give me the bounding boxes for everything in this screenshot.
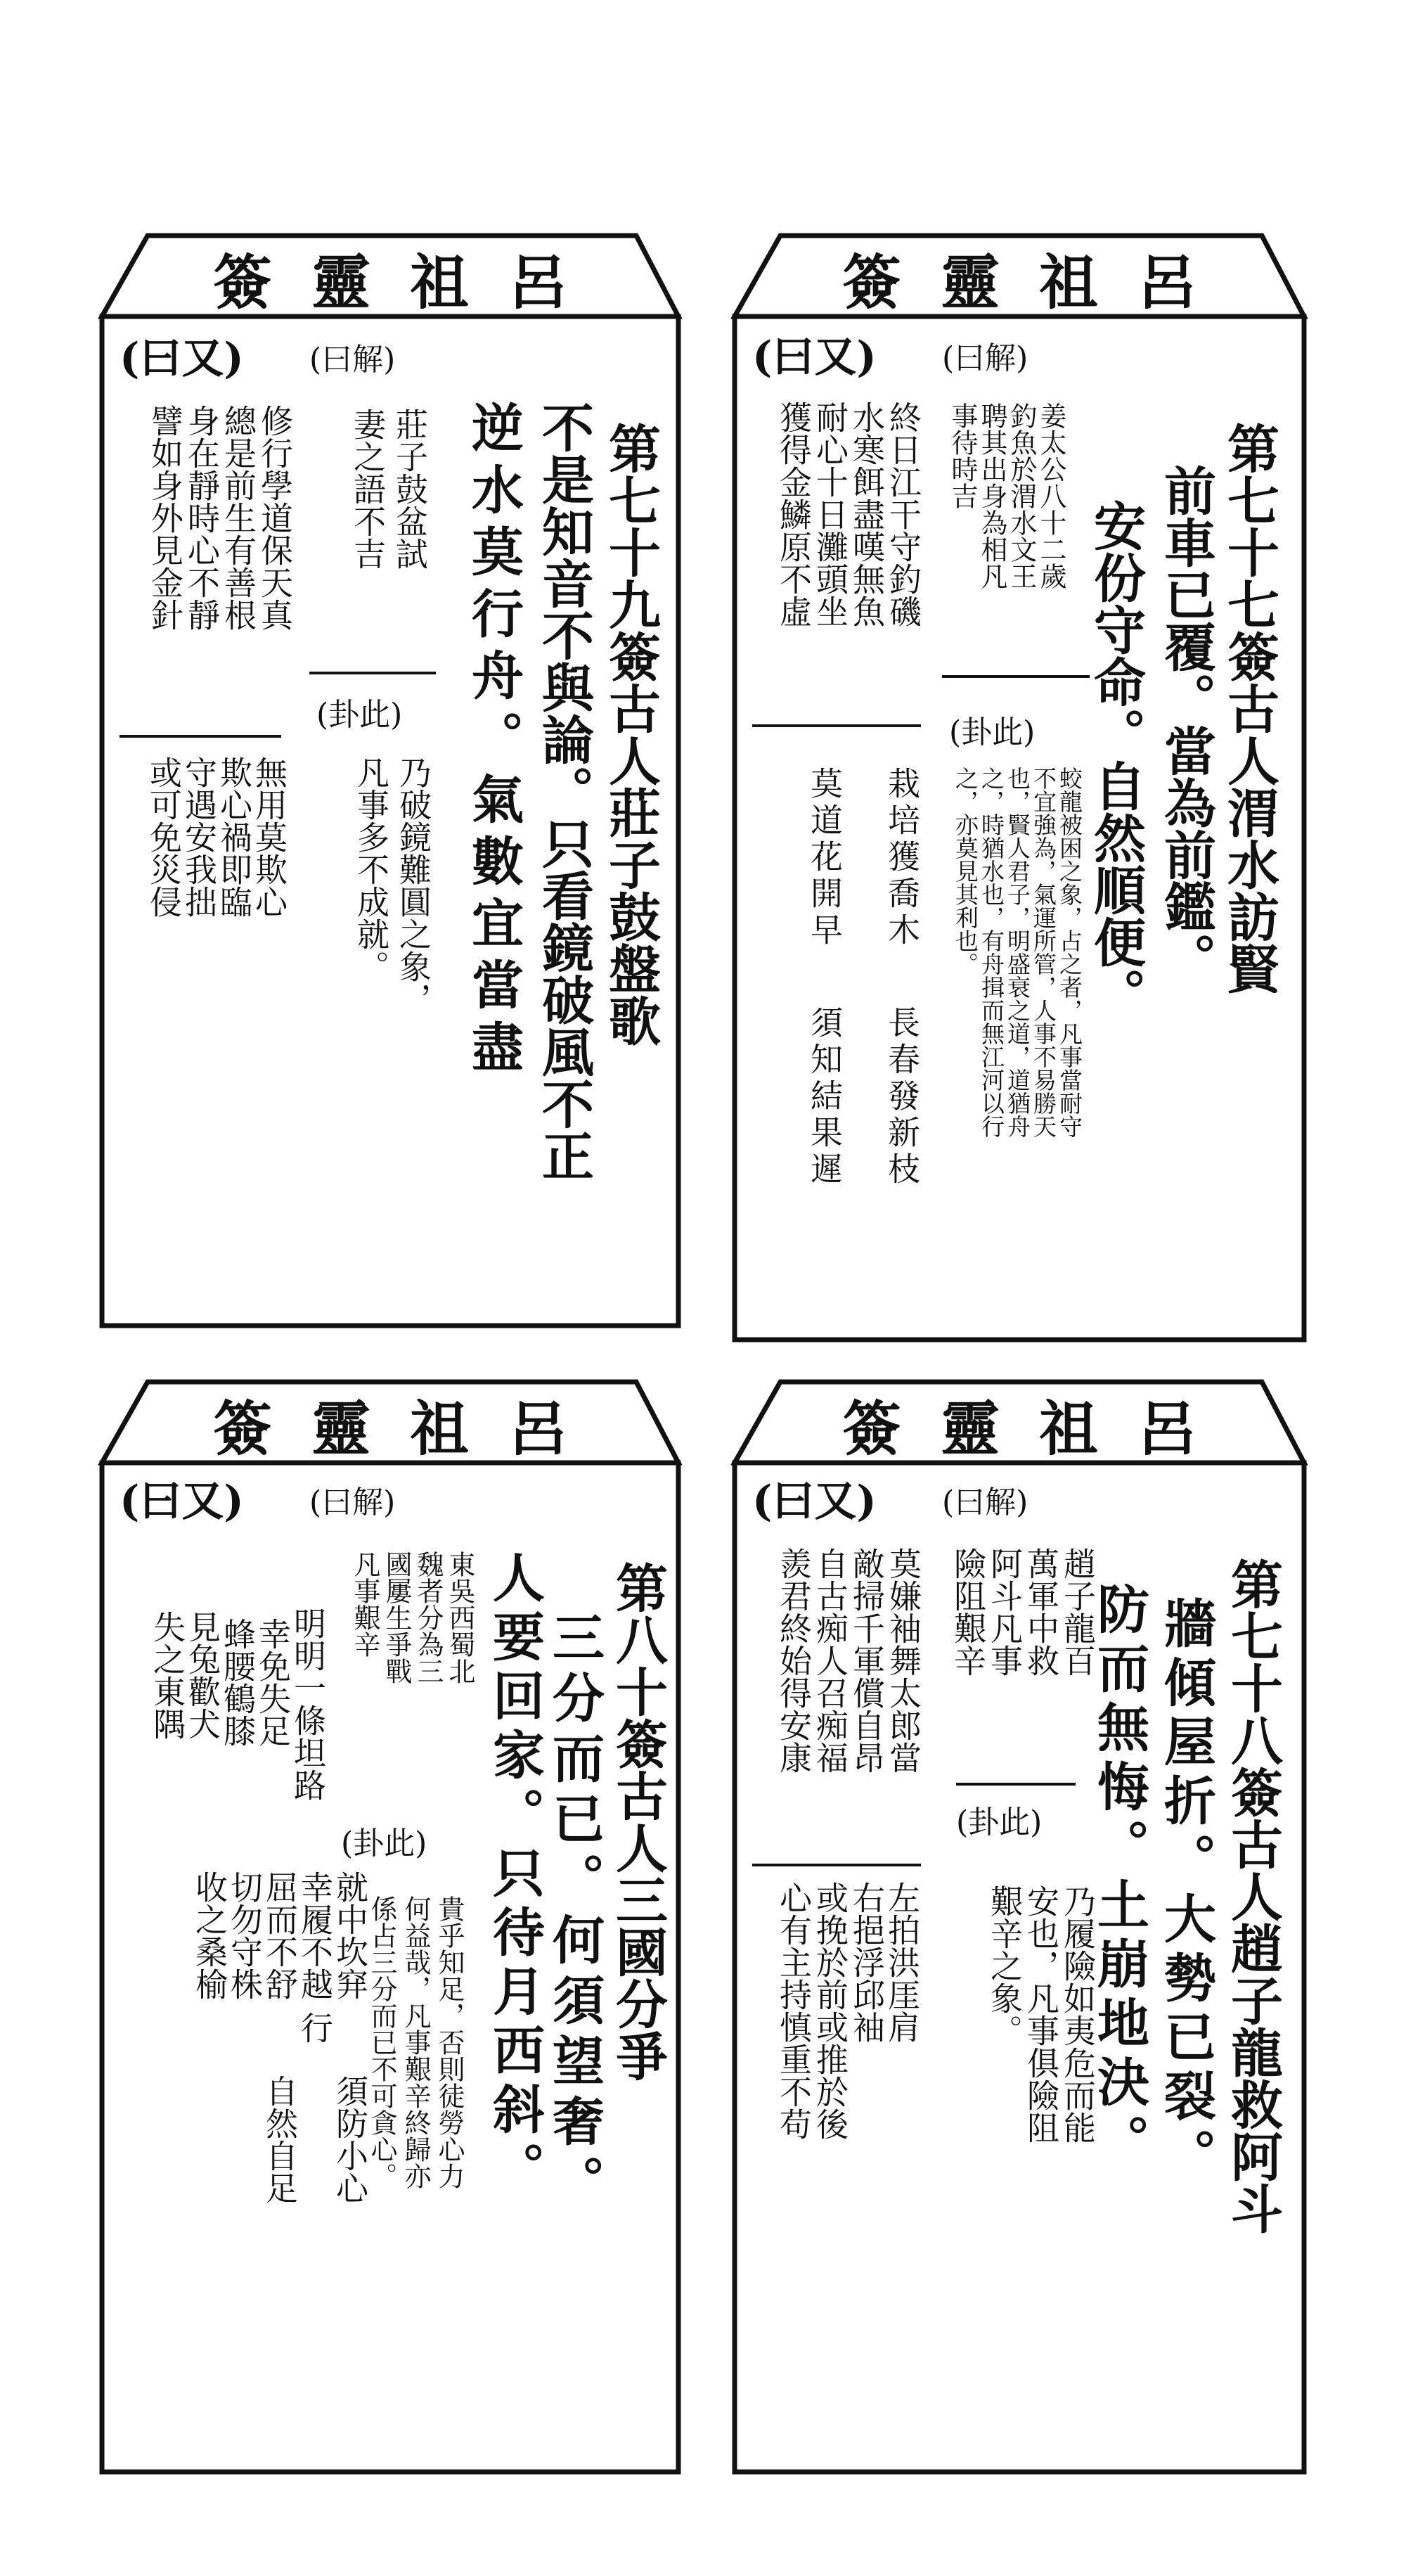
header-jieyue: (曰解) xyxy=(942,1485,1028,1520)
slip-80 xyxy=(98,1378,682,2475)
you-verse: 須防小心 xyxy=(331,2075,369,2204)
jie-line: 阿斗凡事 xyxy=(986,1547,1024,1677)
jie-line: 國屢生爭戰 xyxy=(381,1551,412,1684)
header-cigua: (卦此) xyxy=(956,1805,1043,1840)
poem-line-1: 牆傾屋折。大勢已裂。 xyxy=(1156,1596,1216,2187)
poem-line-1: 不是知音不與論。只看鏡破風不正 xyxy=(534,401,594,1181)
you-verse: 行 xyxy=(296,2011,334,2044)
gua-line: 何益哉，凡事艱辛終歸亦 xyxy=(400,1895,431,2189)
you-line: 終日江干守釣磯 xyxy=(884,401,922,627)
header-youyue: (曰又) xyxy=(120,334,244,383)
banner-char: 簽 xyxy=(841,1393,901,1463)
banner-char: 呂 xyxy=(1137,247,1197,317)
banner-char: 簽 xyxy=(212,1393,272,1463)
jie-line: 凡事艱辛 xyxy=(349,1551,380,1658)
banner-char: 靈 xyxy=(311,247,370,317)
jie-line: 姜太公八十二歲 xyxy=(1036,402,1066,589)
gua-line: 乃破鏡難圓之象， xyxy=(394,756,432,1015)
you-verse: 守遇安我拙 xyxy=(180,756,218,918)
divider-line xyxy=(942,675,1090,678)
slip-80-banner xyxy=(193,1389,587,1463)
you-verse: 心有主持慎重不苟 xyxy=(775,1881,813,2140)
you-verse: 長春發新枝 xyxy=(883,1006,921,1188)
banner-char: 呂 xyxy=(508,247,567,317)
jie-line: 莊子鼓盆試 xyxy=(391,408,429,570)
you-verse: 切勿守株 xyxy=(226,1871,264,2000)
you-verse: 左拍洪厓肩 xyxy=(883,1881,921,2043)
banner-char: 祖 xyxy=(409,247,469,317)
gua-line: 也，賢人君子，明盛衰之道，道猶舟 xyxy=(1004,767,1031,1138)
you-line: 失之東隅 xyxy=(148,1610,186,1740)
gua-line: 之，時猶水也，有舟揖而無江河以行 xyxy=(978,767,1005,1138)
gua-line: 係占三分而已不可貪心。 xyxy=(366,1895,397,2189)
slip-78 xyxy=(731,1378,1308,2475)
divider-line xyxy=(309,672,436,674)
divider-line xyxy=(752,1864,921,1866)
gua-line: 乃履險如夷危而能 xyxy=(1059,1885,1097,2144)
gua-line: 貴乎知足，否則徒勞心力 xyxy=(434,1895,465,2189)
you-line: 譬如身外見金針 xyxy=(146,404,184,631)
divider-line xyxy=(752,724,921,727)
gua-line: 安也，凡事俱險阻 xyxy=(1022,1885,1060,2144)
sign-title: 第七十七簽古人渭水訪賢 xyxy=(1219,422,1279,994)
you-verse: 莫道花開早 xyxy=(806,767,844,949)
poem-line-2: 防而無悔。土崩地決。 xyxy=(1089,1582,1149,2173)
you-verse: 或挽於前或推於後 xyxy=(811,1881,849,2140)
slip-77-banner xyxy=(823,243,1216,317)
slip-79 xyxy=(98,232,682,1329)
jie-line: 魏者分為三 xyxy=(413,1551,444,1684)
gua-line: 凡事多不成就。 xyxy=(352,756,390,982)
you-verse: 栽培獲喬木 xyxy=(883,767,921,949)
jie-line: 東吳西蜀北 xyxy=(444,1551,475,1684)
you-verse: 屈而不舒 xyxy=(261,1871,299,2000)
you-line: 敵掃千軍償自昂 xyxy=(848,1547,886,1774)
header-cigua: (卦此) xyxy=(316,697,403,733)
you-line: 蜂腰鶴膝 xyxy=(219,1617,257,1747)
divider-line xyxy=(956,1783,1076,1786)
you-verse: 須知結果遲 xyxy=(806,1006,844,1188)
you-line: 自古痴人召痴福 xyxy=(811,1547,849,1774)
slip-79-banner xyxy=(193,243,587,317)
you-line: 獲得金鱗原不虛 xyxy=(775,401,813,627)
banner-char: 靈 xyxy=(940,1393,1000,1463)
gua-line: 不宜強為，氣運所管，人事不易勝天 xyxy=(1030,767,1057,1138)
banner-char: 呂 xyxy=(1137,1393,1197,1463)
you-line: 水寒餌盡嘆無魚 xyxy=(848,401,886,627)
poem-line-1: 前車已覆。當為前鑑。 xyxy=(1156,464,1216,985)
banner-char: 呂 xyxy=(508,1393,567,1463)
slip-77 xyxy=(731,232,1308,1343)
sign-title: 第七十九簽古人莊子鼓盤歌 xyxy=(600,422,661,1046)
jie-line: 事待時吉 xyxy=(947,402,978,509)
poem-line-1: 三分而已。何須望奢。 xyxy=(544,1610,605,2215)
you-verse: 自然自足 xyxy=(261,2075,299,2204)
poem-line-2: 人要回家。只待月西斜。 xyxy=(484,1551,545,2200)
gua-line: 蛟龍被困之象，占之者，凡事當耐守 xyxy=(1056,767,1083,1138)
header-cigua: (卦此) xyxy=(949,715,1036,750)
header-youyue: (曰又) xyxy=(752,1477,877,1526)
poem-line-2: 安份守命。自然順便。 xyxy=(1085,499,1146,1020)
poem-line-2: 逆水莫行舟。氣數宜當盡 xyxy=(463,401,524,1082)
banner-char: 祖 xyxy=(1038,1393,1098,1463)
header-youyue: (曰又) xyxy=(120,1477,244,1526)
slip-78-banner xyxy=(823,1389,1216,1463)
gua-line: 艱辛之象。 xyxy=(986,1885,1024,2046)
jie-line: 聘其出身為相凡 xyxy=(976,402,1007,589)
you-verse: 或可免災侵 xyxy=(145,756,183,918)
you-line: 修行學道保天真 xyxy=(256,404,294,631)
you-line: 總是前生有善根 xyxy=(219,404,257,631)
jie-line: 險阻艱辛 xyxy=(949,1547,987,1677)
banner-char: 簽 xyxy=(212,247,272,317)
header-jieyue: (曰解) xyxy=(309,342,396,378)
you-verse: 右挹浮邱袖 xyxy=(848,1881,886,2043)
gua-line: 之，亦莫見其利也。 xyxy=(952,767,979,975)
jie-line: 妻之語不吉 xyxy=(349,408,387,570)
header-jieyue: (曰解) xyxy=(942,340,1028,376)
banner-char: 祖 xyxy=(1038,247,1098,317)
banner-char: 祖 xyxy=(409,1393,469,1463)
header-youyue: (曰又) xyxy=(752,333,877,382)
you-line: 見兔歡犬 xyxy=(183,1610,221,1740)
jie-line: 釣魚於渭水文王 xyxy=(1006,402,1037,589)
you-verse: 就中坎穽 xyxy=(331,1871,369,2000)
banner-char: 靈 xyxy=(940,247,1000,317)
you-verse: 欺心禍即臨 xyxy=(215,756,253,918)
you-line: 耐心十日灘頭坐 xyxy=(811,401,849,627)
jie-line: 趙子龍百 xyxy=(1059,1547,1097,1677)
sign-title: 第八十簽古人三國分爭 xyxy=(607,1561,668,2082)
header-jieyue: (曰解) xyxy=(309,1485,396,1520)
you-verse: 幸履不越 xyxy=(296,1871,334,2000)
you-line: 明明一條坦路 xyxy=(289,1607,327,1801)
you-verse: 無用莫欺心 xyxy=(250,756,288,918)
you-line: 莫嫌袖舞太郎當 xyxy=(884,1547,922,1774)
banner-char: 靈 xyxy=(311,1393,370,1463)
you-verse: 收之桑榆 xyxy=(191,1871,228,2000)
divider-line xyxy=(120,735,281,738)
jie-line: 萬軍中救 xyxy=(1022,1547,1060,1677)
banner-char: 簽 xyxy=(841,247,901,317)
header-cigua: (卦此) xyxy=(341,1826,427,1861)
you-line: 身在靜時心不靜 xyxy=(183,404,221,631)
you-line: 羨君終始得安康 xyxy=(775,1547,813,1774)
sign-title: 第七十八簽古人趙子龍救阿斗 xyxy=(1223,1558,1283,2234)
you-line: 幸免失足 xyxy=(254,1617,292,1747)
